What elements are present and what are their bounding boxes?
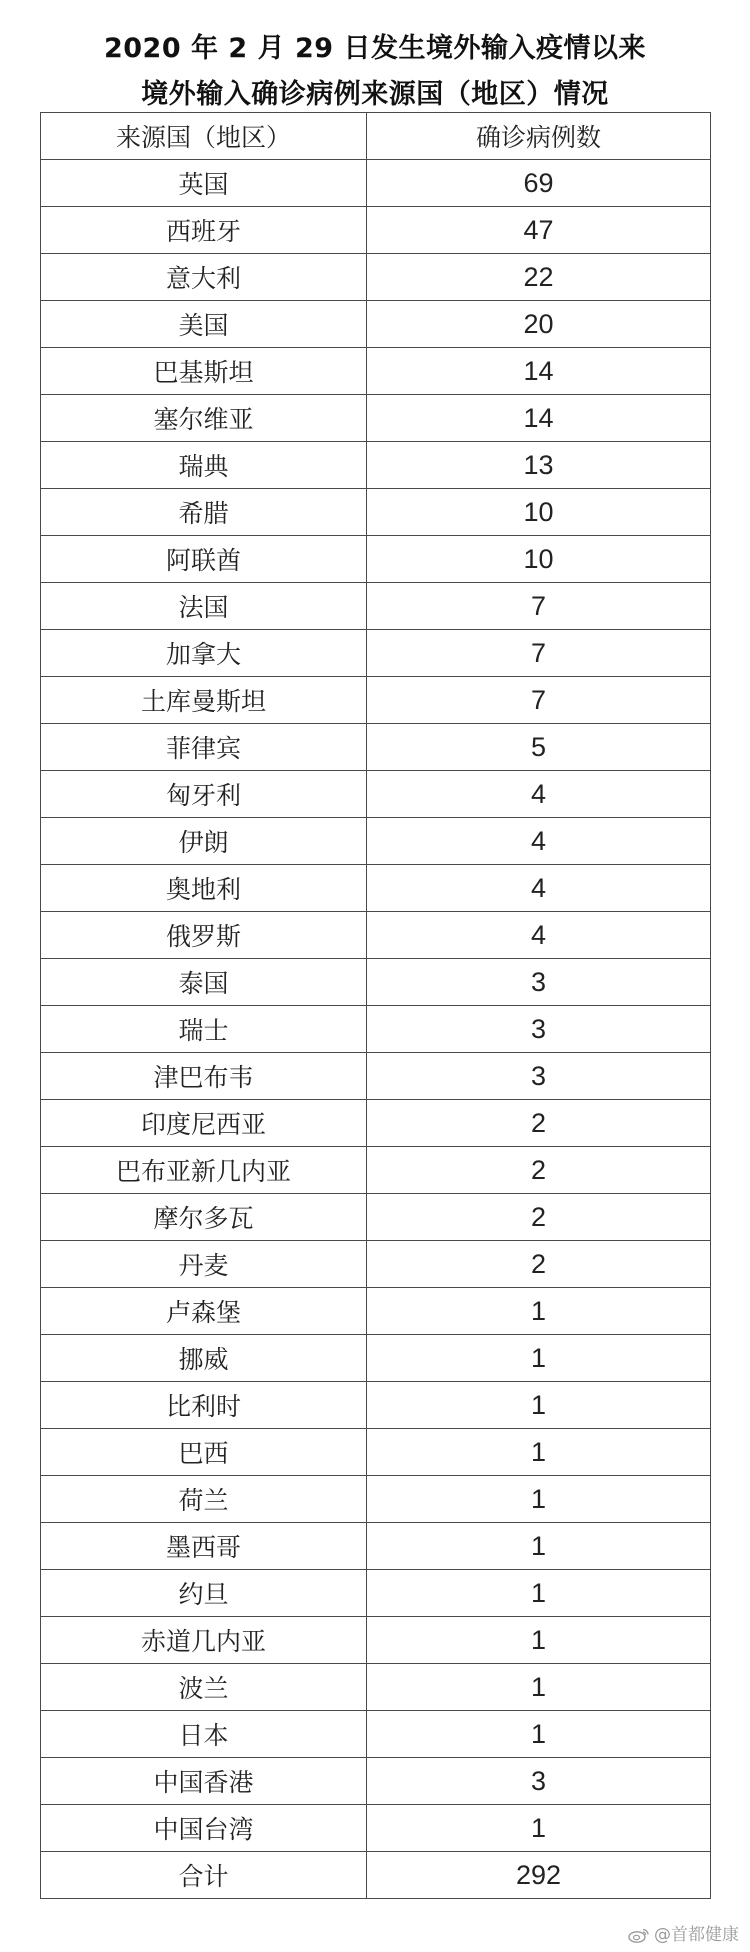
table-row [41,1335,711,1382]
count-cell: 5 [367,724,711,771]
table-header-row [41,113,711,160]
count-cell: 10 [367,489,711,536]
region-cell: 摩尔多瓦 [41,1194,367,1241]
table-row [41,630,711,677]
count-cell: 1 [367,1617,711,1664]
region-cell: 瑞士 [41,1006,367,1053]
header-region: 来源国（地区） [41,113,367,160]
table-row [41,1570,711,1617]
table-row [41,724,711,771]
count-cell: 1 [367,1664,711,1711]
title-line-1: 2020 年 2 月 29 日发生境外输入疫情以来 [103,33,646,64]
region-cell: 英国 [41,160,367,207]
table-row [41,1805,711,1852]
count-cell: 7 [367,630,711,677]
count-cell: 69 [367,160,711,207]
region-cell: 加拿大 [41,630,367,677]
count-cell: 1 [367,1288,711,1335]
table-row [41,348,711,395]
table-row [41,677,711,724]
region-cell: 西班牙 [41,207,367,254]
region-cell: 泰国 [41,959,367,1006]
count-cell: 22 [367,254,711,301]
count-cell: 292 [367,1852,711,1899]
region-cell: 巴布亚新几内亚 [41,1147,367,1194]
region-cell: 伊朗 [41,818,367,865]
region-cell: 意大利 [41,254,367,301]
region-cell: 印度尼西亚 [41,1100,367,1147]
count-cell: 2 [367,1241,711,1288]
count-cell: 1 [367,1523,711,1570]
count-cell: 1 [367,1429,711,1476]
watermark [628,1920,739,1945]
count-cell: 4 [367,818,711,865]
table-row [41,818,711,865]
region-cell: 合计 [41,1852,367,1899]
table-row [41,1053,711,1100]
region-cell: 巴基斯坦 [41,348,367,395]
region-cell: 墨西哥 [41,1523,367,1570]
count-cell: 7 [367,583,711,630]
count-cell: 14 [367,395,711,442]
region-cell: 荷兰 [41,1476,367,1523]
weibo-icon [628,1927,650,1943]
table-row [41,1429,711,1476]
count-cell: 3 [367,1006,711,1053]
table-row [41,1006,711,1053]
table-row [41,1664,711,1711]
count-cell: 1 [367,1335,711,1382]
region-cell: 希腊 [41,489,367,536]
header-count: 确诊病例数 [367,113,711,160]
table-row [41,1711,711,1758]
table-row [41,395,711,442]
region-cell: 土库曼斯坦 [41,677,367,724]
table-row [41,489,711,536]
count-cell: 2 [367,1147,711,1194]
table-row [41,301,711,348]
region-cell: 俄罗斯 [41,912,367,959]
region-cell: 中国台湾 [41,1805,367,1852]
region-cell: 挪威 [41,1335,367,1382]
table-row [41,1147,711,1194]
table-row [41,1617,711,1664]
table-row [41,160,711,207]
table-row [41,1288,711,1335]
region-cell: 菲律宾 [41,724,367,771]
count-cell: 1 [367,1476,711,1523]
count-cell: 14 [367,348,711,395]
table-row [41,1382,711,1429]
region-cell: 丹麦 [41,1241,367,1288]
count-cell: 10 [367,536,711,583]
region-cell: 津巴布韦 [41,1053,367,1100]
table-body [41,160,711,1899]
count-cell: 3 [367,1053,711,1100]
table-row [41,1852,711,1899]
count-cell: 3 [367,959,711,1006]
table-row [41,771,711,818]
watermark-text: @首都健康 [654,1925,739,1945]
region-cell: 塞尔维亚 [41,395,367,442]
table-row [41,536,711,583]
count-cell: 1 [367,1382,711,1429]
region-cell: 奥地利 [41,865,367,912]
table-row [41,1523,711,1570]
count-cell: 20 [367,301,711,348]
count-cell: 3 [367,1758,711,1805]
cases-table [40,112,711,1899]
region-cell: 中国香港 [41,1758,367,1805]
count-cell: 4 [367,771,711,818]
region-cell: 比利时 [41,1382,367,1429]
count-cell: 4 [367,865,711,912]
region-cell: 阿联酋 [41,536,367,583]
count-cell: 2 [367,1194,711,1241]
table-row [41,1758,711,1805]
region-cell: 美国 [41,301,367,348]
table-row [41,442,711,489]
region-cell: 瑞典 [41,442,367,489]
table-row [41,912,711,959]
title-line-2: 境外输入确诊病例来源国（地区）情况 [141,79,609,110]
region-cell: 约旦 [41,1570,367,1617]
region-cell: 波兰 [41,1664,367,1711]
region-cell: 巴西 [41,1429,367,1476]
table-row [41,207,711,254]
count-cell: 47 [367,207,711,254]
count-cell: 2 [367,1100,711,1147]
count-cell: 7 [367,677,711,724]
table-row [41,1476,711,1523]
region-cell: 日本 [41,1711,367,1758]
region-cell: 赤道几内亚 [41,1617,367,1664]
count-cell: 1 [367,1570,711,1617]
count-cell: 13 [367,442,711,489]
table-row [41,583,711,630]
count-cell: 4 [367,912,711,959]
table-row [41,959,711,1006]
table-row [41,1194,711,1241]
region-cell: 法国 [41,583,367,630]
region-cell: 匈牙利 [41,771,367,818]
table-row [41,1241,711,1288]
table-row [41,254,711,301]
table-row [41,1100,711,1147]
region-cell: 卢森堡 [41,1288,367,1335]
count-cell: 1 [367,1711,711,1758]
table-row [41,865,711,912]
count-cell: 1 [367,1805,711,1852]
